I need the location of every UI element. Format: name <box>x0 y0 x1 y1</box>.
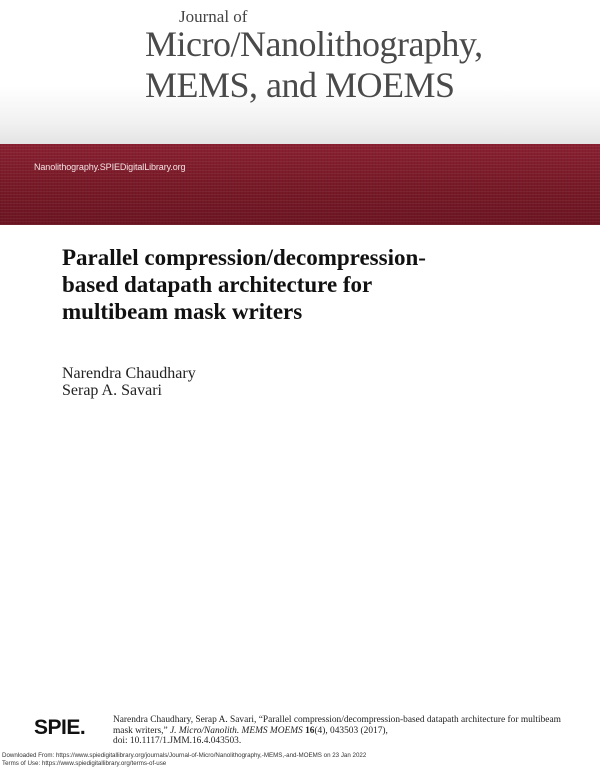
article-title-line-3: multibeam mask writers <box>62 299 303 324</box>
author-name: Narendra Chaudhary <box>62 365 196 382</box>
citation-journal: J. Micro/Nanolith. MEMS MOEMS <box>170 725 303 736</box>
article-title <box>62 244 562 325</box>
journal-title-line-1: Micro/Nanolithography, <box>145 24 483 64</box>
journal-of-label: Journal of <box>179 7 248 26</box>
journal-masthead <box>0 0 600 144</box>
citation-doi[interactable]: doi: 10.1117/1.JMM.16.4.043503. <box>113 736 242 746</box>
journal-title <box>145 26 483 103</box>
downloaded-from-line[interactable]: Downloaded From: https://www.spiedigitallibrary.org/journals/Journal-of-Micro/Nanolithography,-MEMS,-and-MOEMS on 23 Jan 2022 <box>2 752 367 759</box>
citation-authors-title: Narendra Chaudhary, Serap A. Savari, “Parallel compression/decompression-based datapath architecture for multibeam mask writers,” <box>113 715 561 736</box>
article-title-line-1: Parallel compression/decompression- <box>62 245 426 270</box>
author-name: Serap A. Savari <box>62 382 162 399</box>
journal-banner <box>0 144 600 225</box>
citation-issue-pages: (4), 043503 (2017), <box>314 725 388 736</box>
citation-volume: 16 <box>305 725 315 736</box>
spie-logo: SPIE. <box>34 716 86 739</box>
download-note <box>2 752 366 768</box>
author-list <box>62 365 196 399</box>
journal-website-link[interactable]: Nanolithography.SPIEDigitalLibrary.org <box>34 162 186 172</box>
journal-title-line-2: MEMS, and MOEMS <box>145 65 455 105</box>
citation-block <box>113 715 583 747</box>
terms-of-use-line[interactable]: Terms of Use: https://www.spiedigitallibrary.org/terms-of-use <box>2 760 167 767</box>
article-title-line-2: based datapath architecture for <box>62 272 373 297</box>
